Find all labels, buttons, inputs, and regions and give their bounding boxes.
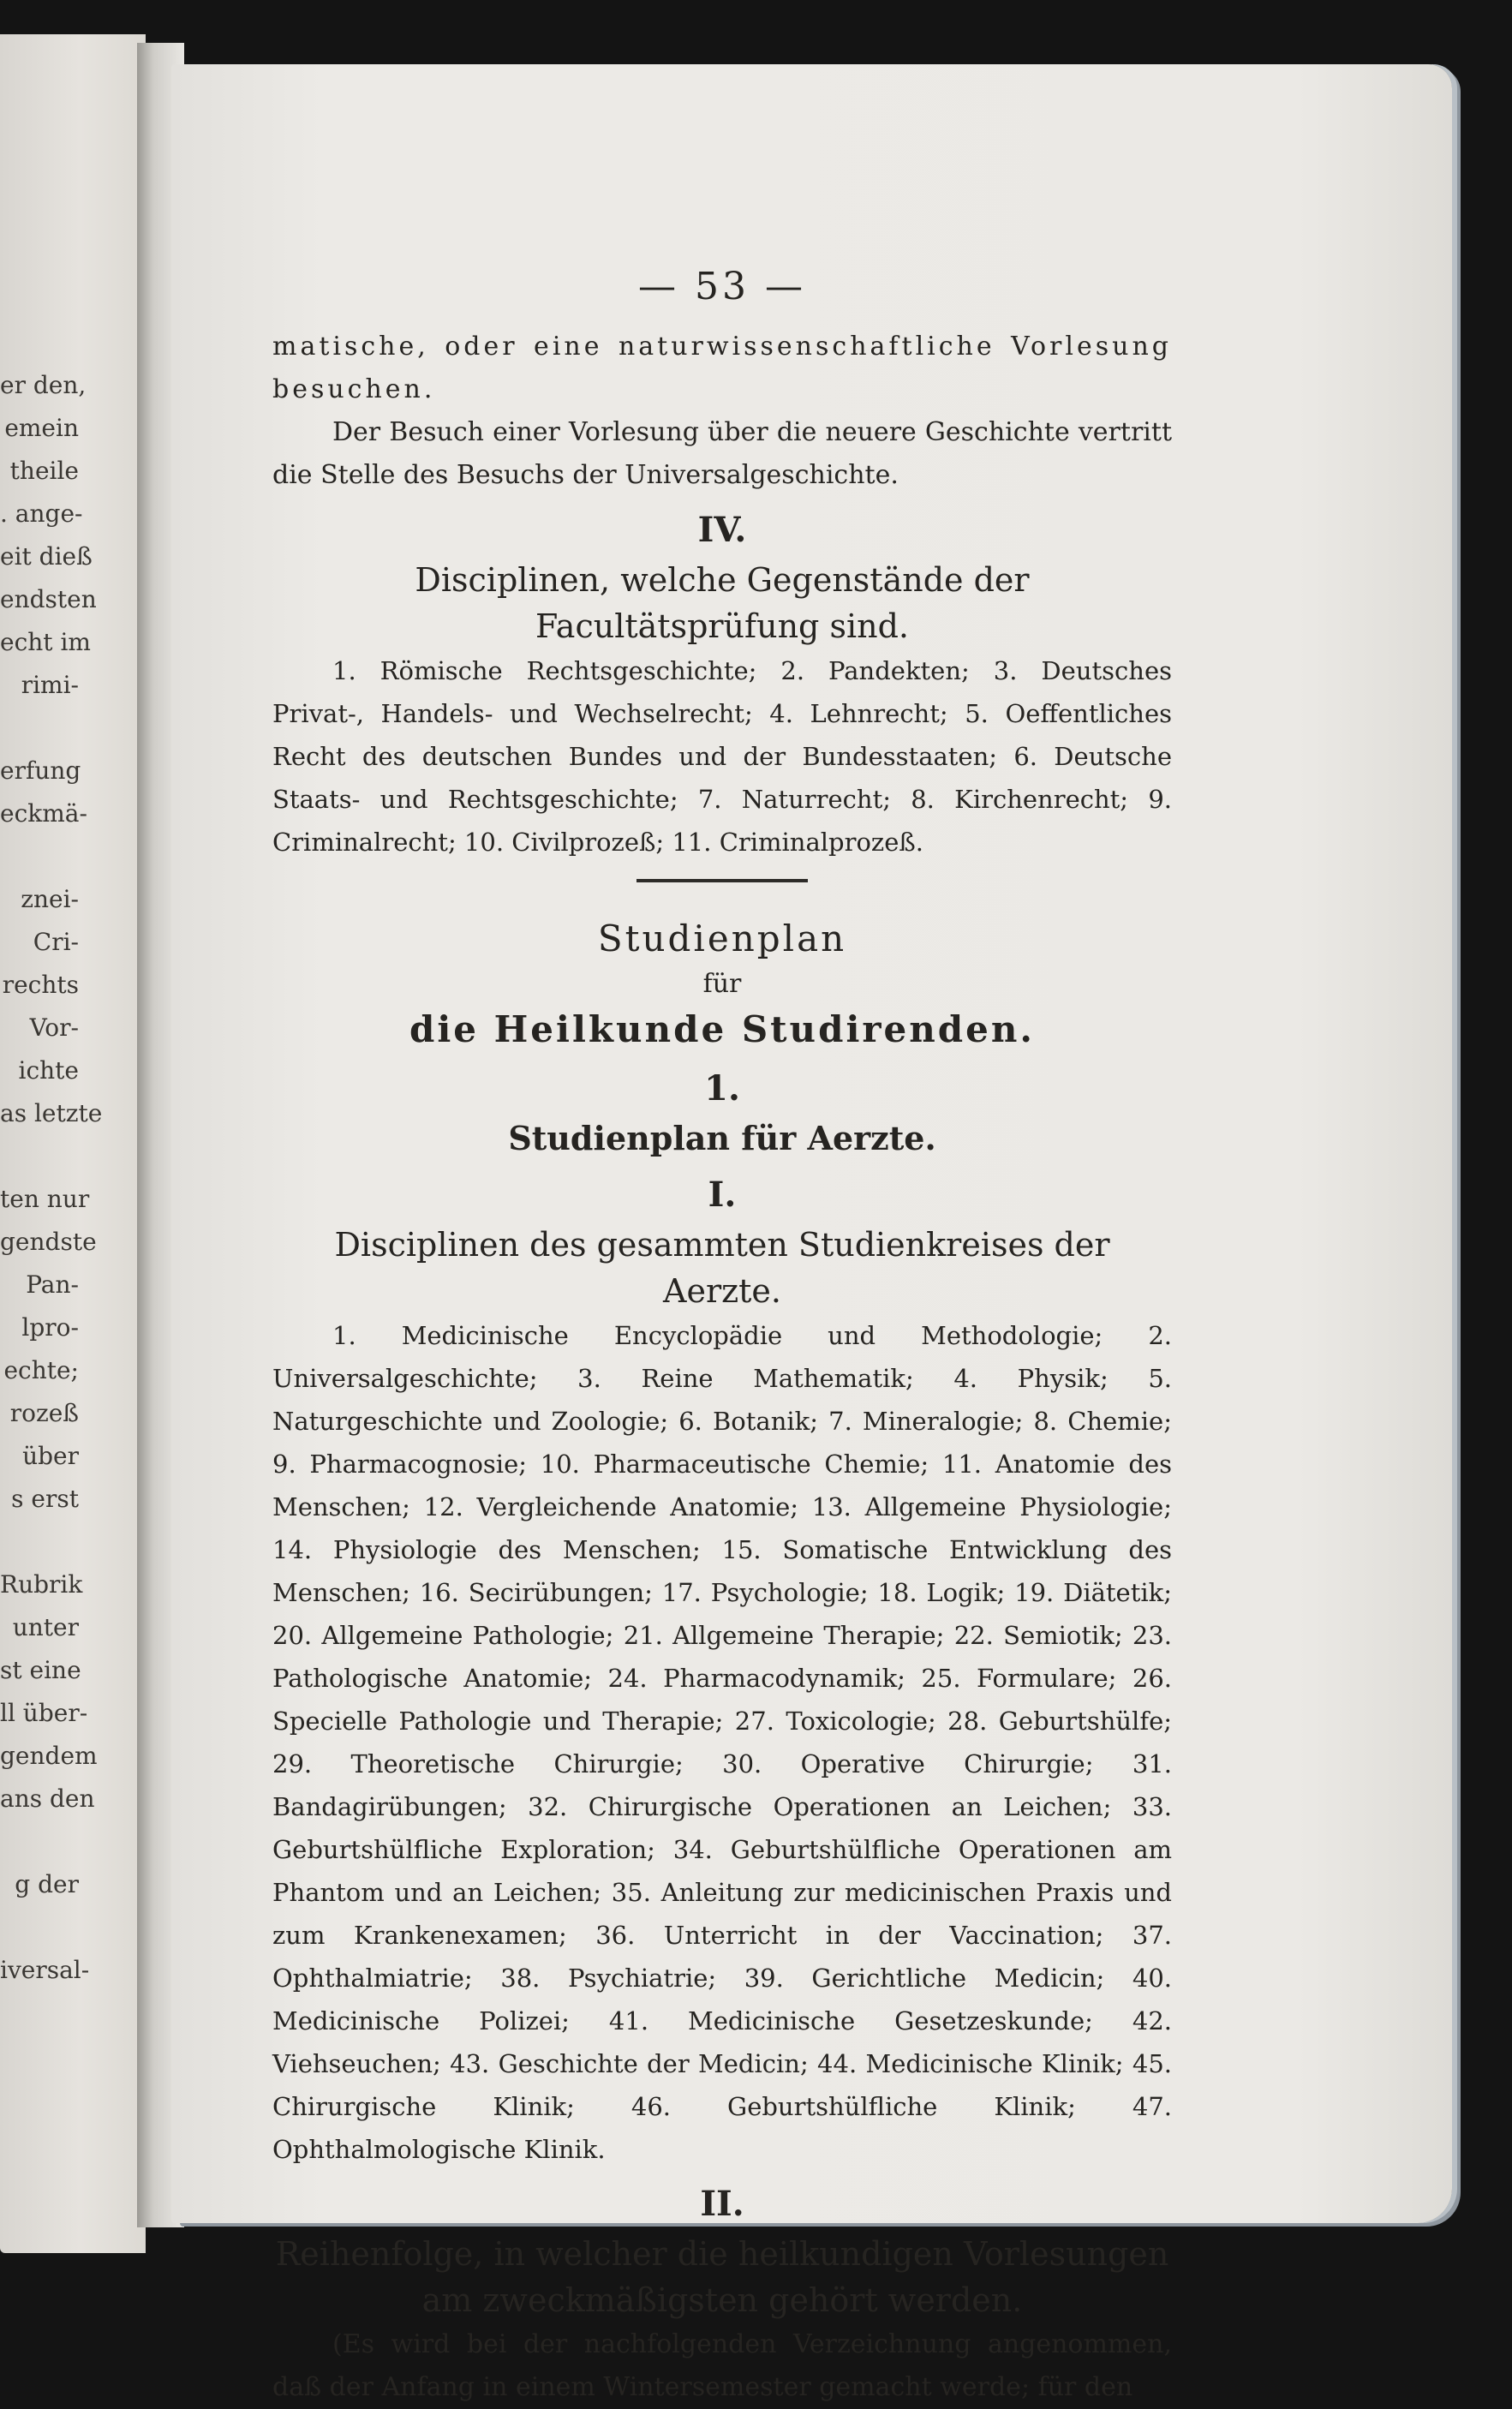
paragraph: (Es wird bei der nachfolgenden Verzeichnung angenommen, daß der Anfang in einem Wintersemester gemacht werde; für den	[272, 2329, 1172, 2402]
fragment-line	[0, 1820, 79, 1863]
fragment-line: gendste	[0, 1228, 97, 1256]
part-heading: Studienplan für Aerzte.	[508, 1119, 936, 1157]
fragment-line: ll über-	[0, 1699, 88, 1727]
fragment-line: as letzte	[0, 1099, 103, 1127]
fragment-line: emein	[4, 414, 79, 442]
fragment-line: lpro-	[21, 1313, 79, 1342]
fragment-line: ichte	[18, 1056, 79, 1085]
fragment-line: znei-	[21, 885, 79, 913]
study-plan-for: für	[702, 969, 742, 999]
fragment-line: gendem	[0, 1742, 98, 1770]
paragraph: matische, oder eine naturwissenschaftliche Vorlesung besuchen.	[272, 332, 1172, 404]
fragment-line	[0, 1521, 79, 1563]
fragment-line: echt im	[0, 628, 91, 656]
fragment-line: Pan-	[26, 1270, 79, 1299]
fragment-line	[0, 707, 79, 750]
fragment-line: g der	[15, 1870, 79, 1898]
fragment-line: über	[22, 1442, 79, 1470]
fragment-line: rimi-	[21, 671, 79, 699]
fragment-line: eit dieß	[0, 542, 93, 571]
section-numeral: I.	[708, 1175, 737, 1215]
section-numeral: II.	[700, 2184, 744, 2224]
fragment-line: st eine	[0, 1656, 81, 1684]
discipline-list: 1. Medicinische Encyclopädie und Methodologie; 2. Universalgeschichte; 3. Reine Mathematik; 4. Physik; 5. Naturgeschichte und Zoologie; 6. Botanik; 7. Mineralogie; 8. Chemie; 9. Pharmacognosie; 10. Pharmaceutische Chemie; 11. Anatomie des Menschen; 12. Vergleichende Anatomie; 13. Allgemeine Physiologie; 14. Physiologie des Menschen; 15. Somatische Entwicklung des Menschen; 16. Secirübungen; 17. Psychologie; 18. Logik; 19. Diätetik; 20. Allgemeine Pathologie; 21. Allgemeine Therapie; 22. Semiotik; 23. Pathologische Anatomie; 24. Pharmacodynamik; 25. Formulare; 26. Specielle Pathologie und Therapie; 27. Toxicologie; 28. Geburtshülfe; 29. Theoretische Chirurgie; 30. Operative Chirurgie; 31. Bandagirübungen; 32. Chirurgische Operationen an Leichen; 33. Geburtshülfliche Exploration; 34. Geburtshülfliche Operationen am Phantom und an Leichen; 35. Anleitung zur medicinischen Praxis und zum Krankenexamen; 36. Unterricht in der Vaccination; 37. Ophthalmiatrie; 38. Psychiatrie; 39. Gerichtliche Medicin; 40. Medicinische Polizei; 41. Medicinische Gesetzeskunde; 42. Viehseuchen; 43. Geschichte der Medicin; 44. Medicinische Klinik; 45. Chirurgische Klinik; 46. Geburtshülfliche Klinik; 47. Ophthalmologische Klinik.	[272, 1321, 1172, 2164]
fragment-line: ten nur	[0, 1185, 90, 1213]
fragment-line: theile	[9, 457, 79, 485]
left-page-fragments	[0, 364, 103, 1992]
page-content	[272, 248, 1172, 2409]
section-heading: Disciplinen, welche Gegenstände der Facultätsprüfung sind.	[415, 561, 1030, 645]
fragment-line: . ange-	[0, 499, 83, 528]
fragment-line: s erst	[11, 1485, 79, 1513]
fragment-line: ans den	[0, 1784, 95, 1813]
fragment-line: Rubrik	[0, 1570, 83, 1599]
fragment-line: Cri-	[33, 928, 79, 956]
fragment-line	[0, 1135, 79, 1178]
section-numeral: IV.	[697, 510, 747, 550]
study-plan-subtitle: die Heilkunde Studirenden.	[409, 1008, 1036, 1050]
fragment-line: Vor-	[29, 1013, 79, 1042]
fragment-line: unter	[12, 1613, 79, 1641]
divider-rule	[636, 879, 808, 882]
fragment-line: er den,	[0, 371, 87, 399]
page-number: — 53 —	[638, 265, 806, 308]
fragment-line: iversal-	[0, 1956, 90, 1984]
fragment-line	[0, 1906, 79, 1949]
fragment-line: erfung	[0, 756, 81, 785]
discipline-list: 1. Römische Rechtsgeschichte; 2. Pandekten; 3. Deutsches Privat-, Handels- und Wechselrecht; 4. Lehnrecht; 5. Oeffentliches Recht des deutschen Bundes und der Bundesstaaten; 6. Deutsche Staats- und Rechtsgeschichte; 7. Naturrecht; 8. Kirchenrecht; 9. Criminalrecht; 10. Civilprozeß; 11. Criminalprozeß.	[272, 656, 1172, 857]
fragment-line: echte;	[3, 1356, 79, 1384]
fragment-line	[0, 835, 79, 878]
left-page-edge	[0, 34, 146, 2253]
fragment-line: rozeß	[9, 1399, 79, 1427]
fragment-line: rechts	[2, 971, 79, 999]
fragment-line: endsten	[0, 585, 97, 613]
section-heading: Reihenfolge, in welcher die heilkundigen Vorlesungen am zweckmäßigsten gehört werden.	[275, 2235, 1169, 2319]
study-plan-title: Studienplan	[597, 918, 847, 959]
fragment-line: eckmä-	[0, 799, 87, 828]
part-number: 1.	[704, 1068, 740, 1109]
paragraph: Der Besuch einer Vorlesung über die neuere Geschichte vertritt die Stelle des Besuchs der Universalgeschichte.	[272, 417, 1172, 490]
section-heading: Disciplinen des gesammten Studienkreises der Aerzte.	[334, 1226, 1110, 1310]
